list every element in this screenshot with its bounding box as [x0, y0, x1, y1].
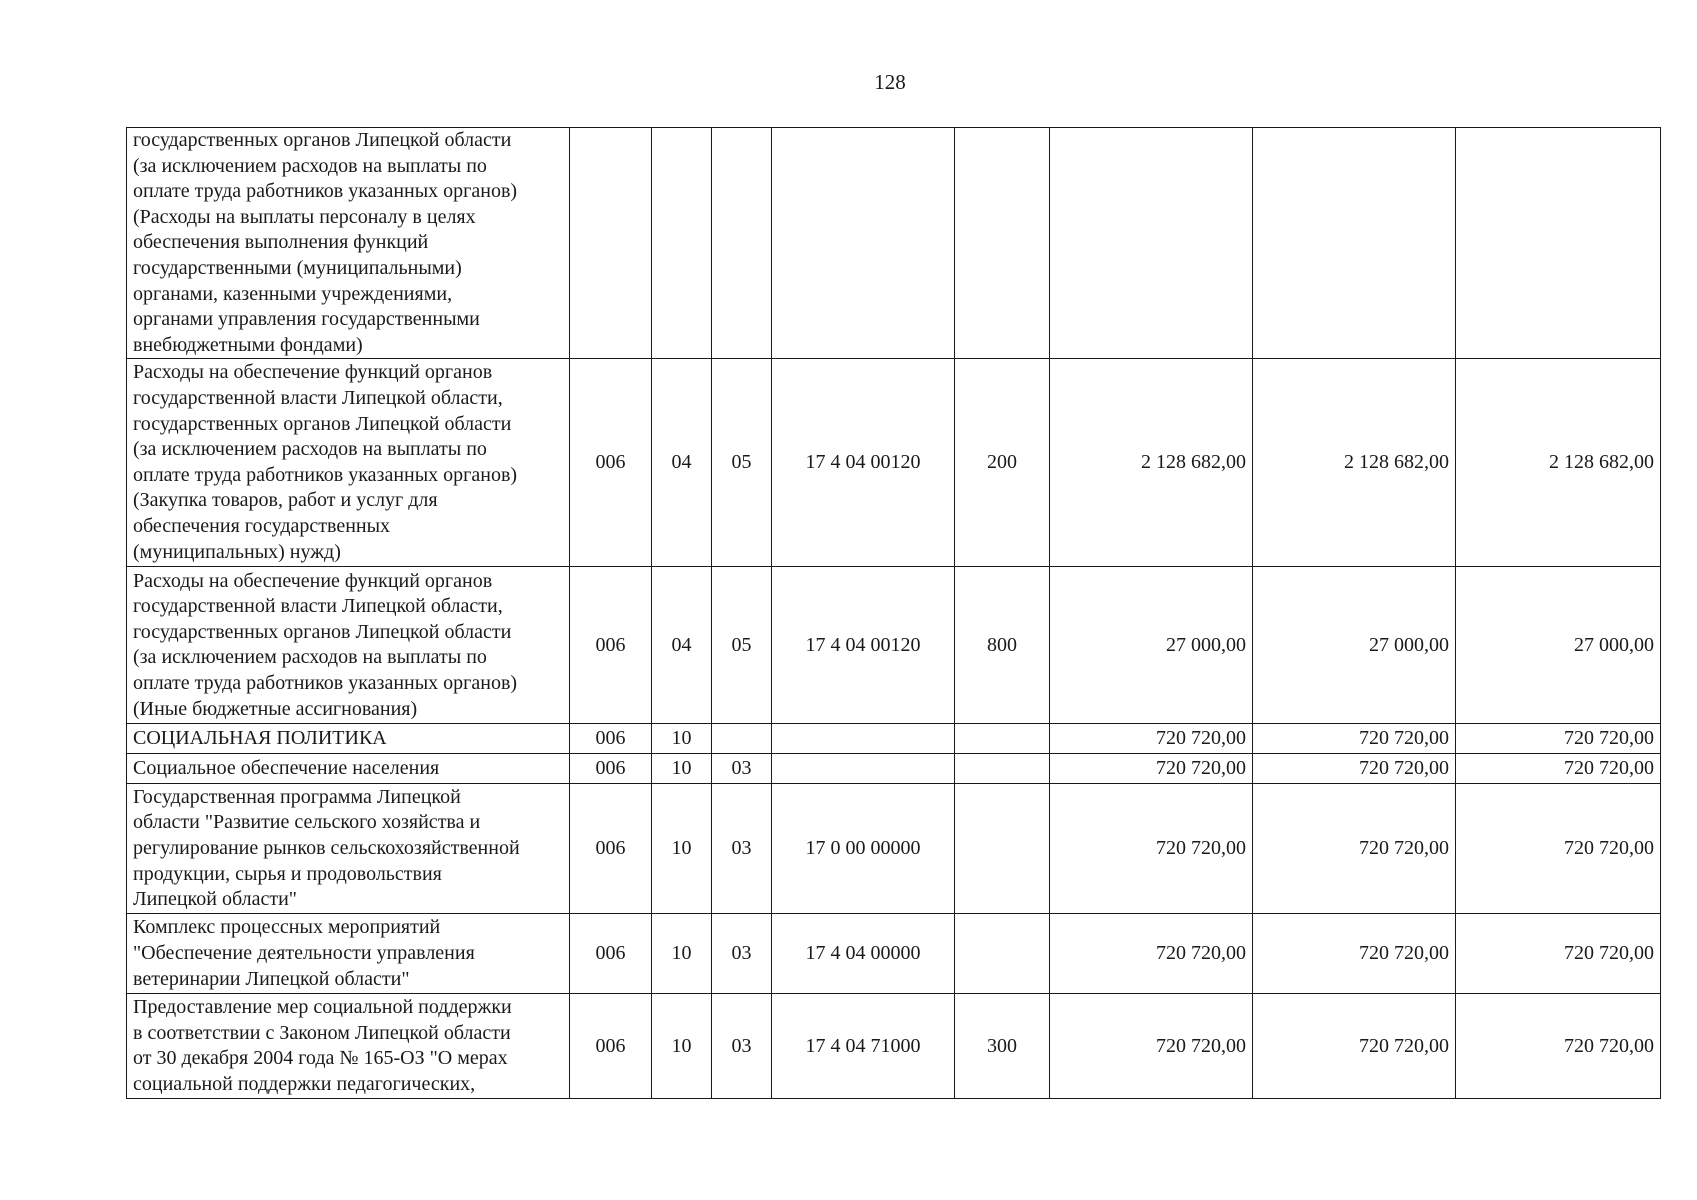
cell-amount-1: 27 000,00 [1050, 567, 1253, 724]
cell-amount-3: 2 128 682,00 [1456, 359, 1661, 567]
cell-section: 10 [652, 724, 712, 754]
cell-subsection: 03 [712, 994, 772, 1099]
table-row [127, 754, 1661, 784]
cell-amount-3: 720 720,00 [1456, 994, 1661, 1099]
cell-section: 10 [652, 994, 712, 1099]
cell-subsection: 03 [712, 754, 772, 784]
cell-amount-3: 720 720,00 [1456, 754, 1661, 784]
page-number: 128 [874, 70, 906, 94]
cell-expense-type: 200 [955, 359, 1050, 567]
cell-amount-1: 720 720,00 [1050, 994, 1253, 1099]
budget-table [126, 127, 1661, 1099]
cell-expense-type [955, 754, 1050, 784]
cell-subsection [712, 724, 772, 754]
cell-ministry: 006 [570, 784, 652, 914]
table-row [127, 914, 1661, 994]
cell-section [652, 128, 712, 359]
table-body [127, 128, 1661, 1099]
table-row [127, 128, 1661, 359]
cell-target [772, 724, 955, 754]
cell-section: 10 [652, 754, 712, 784]
cell-ministry: 006 [570, 754, 652, 784]
cell-ministry [570, 128, 652, 359]
cell-target: 17 4 04 71000 [772, 994, 955, 1099]
cell-ministry: 006 [570, 567, 652, 724]
cell-amount-3 [1456, 128, 1661, 359]
cell-target: 17 0 00 00000 [772, 784, 955, 914]
cell-target: 17 4 04 00120 [772, 567, 955, 724]
cell-amount-1: 720 720,00 [1050, 724, 1253, 754]
cell-amount-2: 720 720,00 [1253, 994, 1456, 1099]
cell-name: Расходы на обеспечение функций органов государственной власти Липецкой области, государственных органов Липецкой области (за исключением расходов на выплаты по оплате труда работников указанных органов) (Иные бюджетные ассигнования) [127, 567, 570, 724]
cell-ministry: 006 [570, 359, 652, 567]
cell-target: 17 4 04 00000 [772, 914, 955, 994]
cell-amount-3: 720 720,00 [1456, 914, 1661, 994]
cell-expense-type [955, 128, 1050, 359]
cell-name: Расходы на обеспечение функций органов государственной власти Липецкой области, государственных органов Липецкой области (за исключением расходов на выплаты по оплате труда работников указанных органов) (Закупка товаров, работ и услуг для обеспечения государственных (муниципальных) нужд) [127, 359, 570, 567]
cell-name: Предоставление мер социальной поддержки в соответствии с Законом Липецкой области от 30 декабря 2004 года № 165-ОЗ "О мерах социальной поддержки педагогических, [127, 994, 570, 1099]
cell-subsection: 03 [712, 784, 772, 914]
cell-name: государственных органов Липецкой области (за исключением расходов на выплаты по оплате труда работников указанных органов) (Расходы на выплаты персоналу в целях обеспечения выполнения функций государственными (муниципальными) органами, казенными учреждениями, органами управления государственными внебюджетными фондами) [127, 128, 570, 359]
cell-section: 04 [652, 359, 712, 567]
cell-amount-2 [1253, 128, 1456, 359]
cell-section: 10 [652, 914, 712, 994]
cell-amount-3: 27 000,00 [1456, 567, 1661, 724]
cell-target [772, 128, 955, 359]
cell-amount-2: 720 720,00 [1253, 784, 1456, 914]
cell-expense-type [955, 784, 1050, 914]
cell-name: СОЦИАЛЬНАЯ ПОЛИТИКА [127, 724, 570, 754]
cell-section: 10 [652, 784, 712, 914]
table-row [127, 784, 1661, 914]
table-row [127, 567, 1661, 724]
cell-expense-type [955, 914, 1050, 994]
cell-ministry: 006 [570, 724, 652, 754]
cell-ministry: 006 [570, 914, 652, 994]
table-row [127, 359, 1661, 567]
cell-name: Государственная программа Липецкой области "Развитие сельского хозяйства и регулирование рынков сельскохозяйственной продукции, сырья и продовольствия Липецкой области" [127, 784, 570, 914]
cell-subsection: 03 [712, 914, 772, 994]
cell-amount-2: 720 720,00 [1253, 914, 1456, 994]
cell-subsection [712, 128, 772, 359]
cell-name: Социальное обеспечение населения [127, 754, 570, 784]
cell-expense-type: 800 [955, 567, 1050, 724]
cell-amount-1: 720 720,00 [1050, 914, 1253, 994]
cell-ministry: 006 [570, 994, 652, 1099]
cell-amount-1: 2 128 682,00 [1050, 359, 1253, 567]
cell-amount-3: 720 720,00 [1456, 724, 1661, 754]
cell-amount-2: 27 000,00 [1253, 567, 1456, 724]
table-row [127, 724, 1661, 754]
cell-section: 04 [652, 567, 712, 724]
cell-name: Комплекс процессных мероприятий "Обеспечение деятельности управления ветеринарии Липецкой области" [127, 914, 570, 994]
table-row [127, 994, 1661, 1099]
cell-amount-1: 720 720,00 [1050, 784, 1253, 914]
cell-amount-2: 2 128 682,00 [1253, 359, 1456, 567]
cell-target: 17 4 04 00120 [772, 359, 955, 567]
cell-expense-type [955, 724, 1050, 754]
cell-amount-1: 720 720,00 [1050, 754, 1253, 784]
cell-subsection: 05 [712, 567, 772, 724]
cell-amount-1 [1050, 128, 1253, 359]
cell-target [772, 754, 955, 784]
cell-subsection: 05 [712, 359, 772, 567]
cell-amount-3: 720 720,00 [1456, 784, 1661, 914]
cell-amount-2: 720 720,00 [1253, 754, 1456, 784]
cell-expense-type: 300 [955, 994, 1050, 1099]
cell-amount-2: 720 720,00 [1253, 724, 1456, 754]
